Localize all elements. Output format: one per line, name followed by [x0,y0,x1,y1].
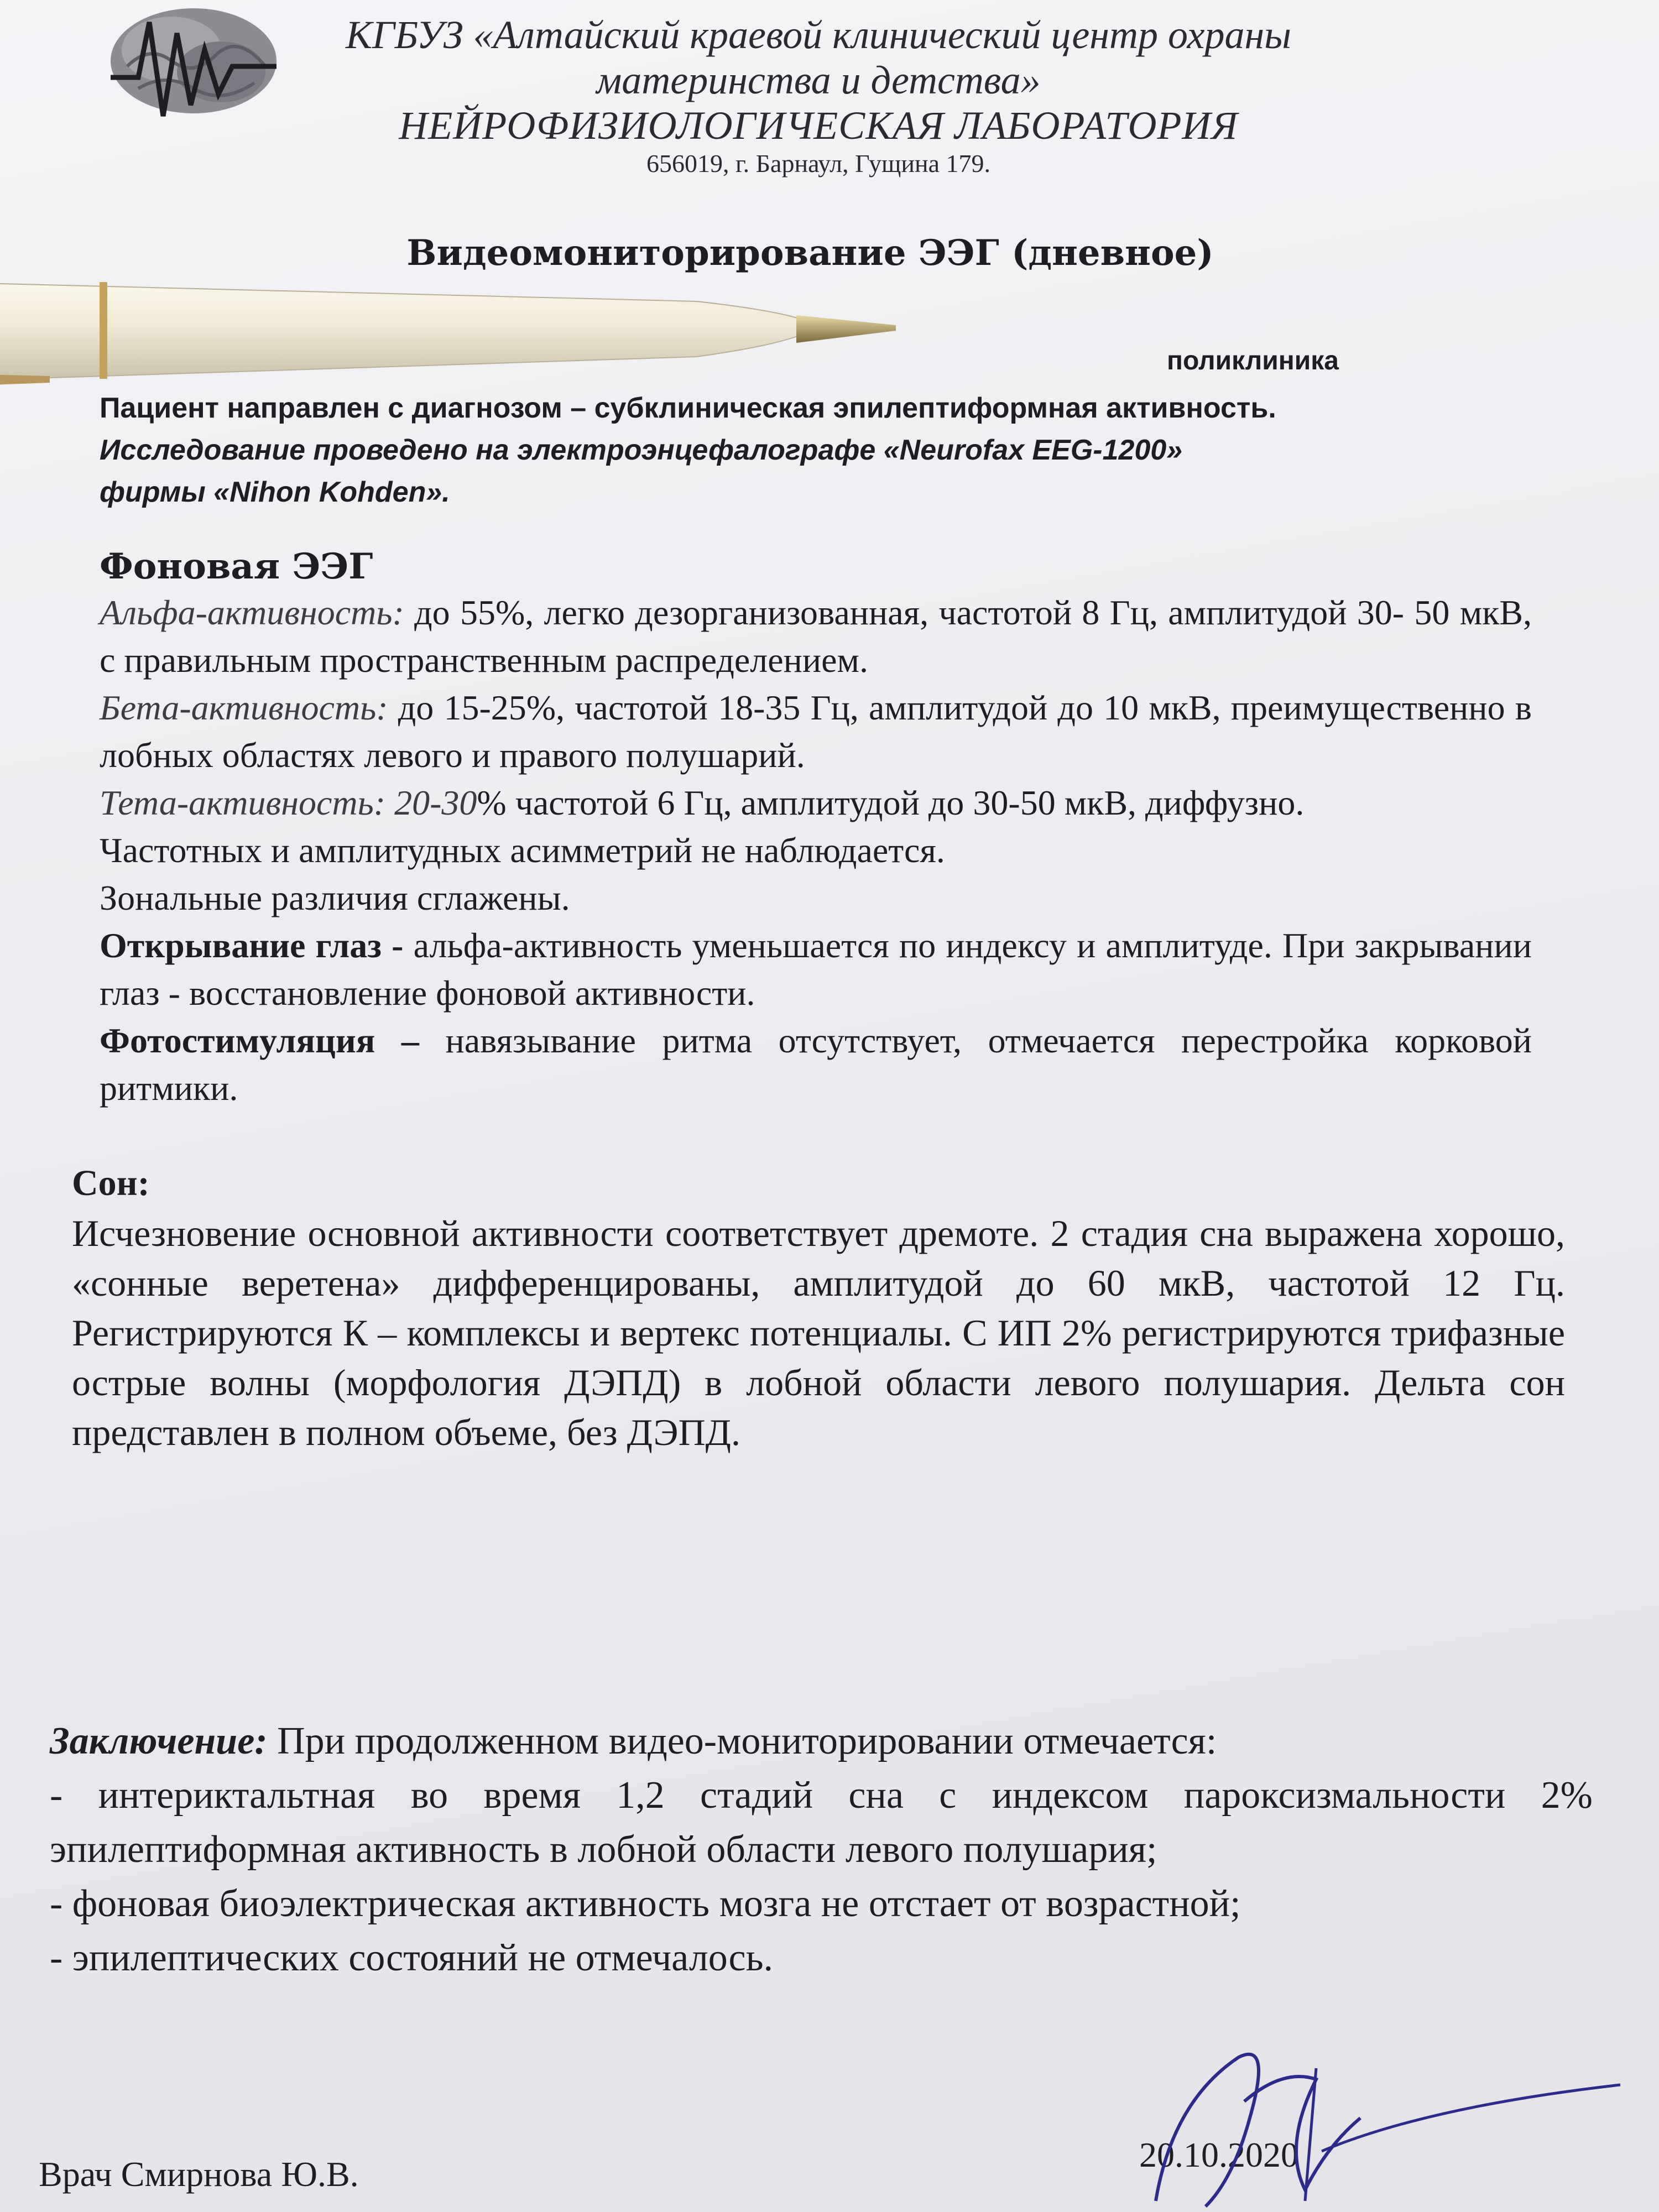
theta-activity [100,779,1532,827]
lab-address: 656019, г. Барнаул, Гущина 179. [646,149,991,178]
conclusion-section [50,1714,1593,1985]
conclusion-item-2: - фоновая биоэлектрическая активность мозга не отстает от возрастной; [50,1882,1241,1925]
sleep-description: Исчезновение основной активности соответствует дремоте. 2 стадия сна выражена хорошо, «сонные веретена» дифференцированы, амплитудой до 60 мкВ, частотой 12 Гц. Регистрируются К – комплексы и вертекс потенциалы. С ИП 2% регистрируются трифазные острые волны (морфология ДЭПД) в лобной области левого полушария. Дельта сон представлен в полном объеме, без ДЭПД. [72,1212,1565,1453]
beta-label: Бета-активность: [100,688,388,727]
doctor-name: Врач Смирнова Ю.В. [39,2154,359,2194]
brain-logo-icon [88,0,288,138]
device-line: Исследование проведено на электроэнцефалографе «Neurofax EEG-1200» [100,434,1183,466]
signature-image [1139,2035,1637,2212]
photo-text: навязывание ритма отсутствует, отмечается перестройка корковой ритмики. [100,1021,1532,1108]
org-name-line1: КГБУЗ «Алтайский краевой клинический центр охраны [346,13,1291,57]
alpha-text: до 55%, легко дезорганизованная, частотой 8 Гц, амплитудой 30- 50 мкВ, с правильным пространственным распределением. [100,593,1532,680]
diagnosis-line: Пациент направлен с диагнозом – субклиническая эпилептиформная активность. [100,392,1276,424]
sleep-heading: Сон: [72,1163,150,1203]
sleep-section [72,1159,1565,1457]
manufacturer-line: фирмы «Nihon Kohden». [100,476,450,508]
photo-label: Фотостимуляция – [100,1021,446,1060]
beta-activity [100,684,1532,779]
conclusion-intro [50,1714,1593,1768]
org-name-line2: материнства и детства» [596,58,1041,102]
eye-opening-test [100,922,1532,1017]
background-eeg-section [100,545,1532,1112]
referral-info [100,387,1399,513]
pen-image [0,260,907,404]
eyes-label: Открывание глаз - [100,926,414,965]
conclusion-item-1: - интериктальтная во время 1,2 стадий сна с индексом пароксизмальности 2% эпилептиформная активность в лобной области левого полушария; [50,1774,1593,1871]
theta-label: Тета-активность: 20-30 [100,783,477,822]
beta-text: до 15-25%, частотой 18-35 Гц, амплитудой до 10 мкВ, преимущественно в лобных областях левого и правого полушарий. [100,688,1532,775]
department-label: поликлиника [1167,346,1339,375]
report-date: 20.10.2020 [1139,2135,1298,2174]
asymmetry-note: Частотных и амплитудных асимметрий не наблюдается. [100,831,945,870]
photostimulation-test [100,1017,1532,1112]
eyes-text: альфа-активность уменьшается по индексу и амплитуде. При закрывании глаз - восстановление фоновой активности. [100,926,1532,1013]
zonal-note: Зональные различия сглажены. [100,878,570,917]
theta-text: % частотой 6 Гц, амплитудой до 30-50 мкВ, диффузно. [477,783,1305,822]
institution-header [310,12,1327,179]
alpha-label: Альфа-активность: [100,593,404,632]
alpha-activity [100,589,1532,684]
conclusion-label: Заключение: [50,1720,268,1762]
background-eeg-heading: Фоновая ЭЭГ [100,546,373,587]
conclusion-text: При продолженном видео-мониторировании отмечается: [267,1720,1217,1762]
conclusion-item-3: - эпилептических состояний не отмечалось. [50,1937,774,1979]
lab-name: НЕЙРОФИЗИОЛОГИЧЕСКАЯ ЛАБОРАТОРИЯ [399,103,1238,148]
document-title: Видеомониторирование ЭЭГ (дневное) [406,232,1214,274]
